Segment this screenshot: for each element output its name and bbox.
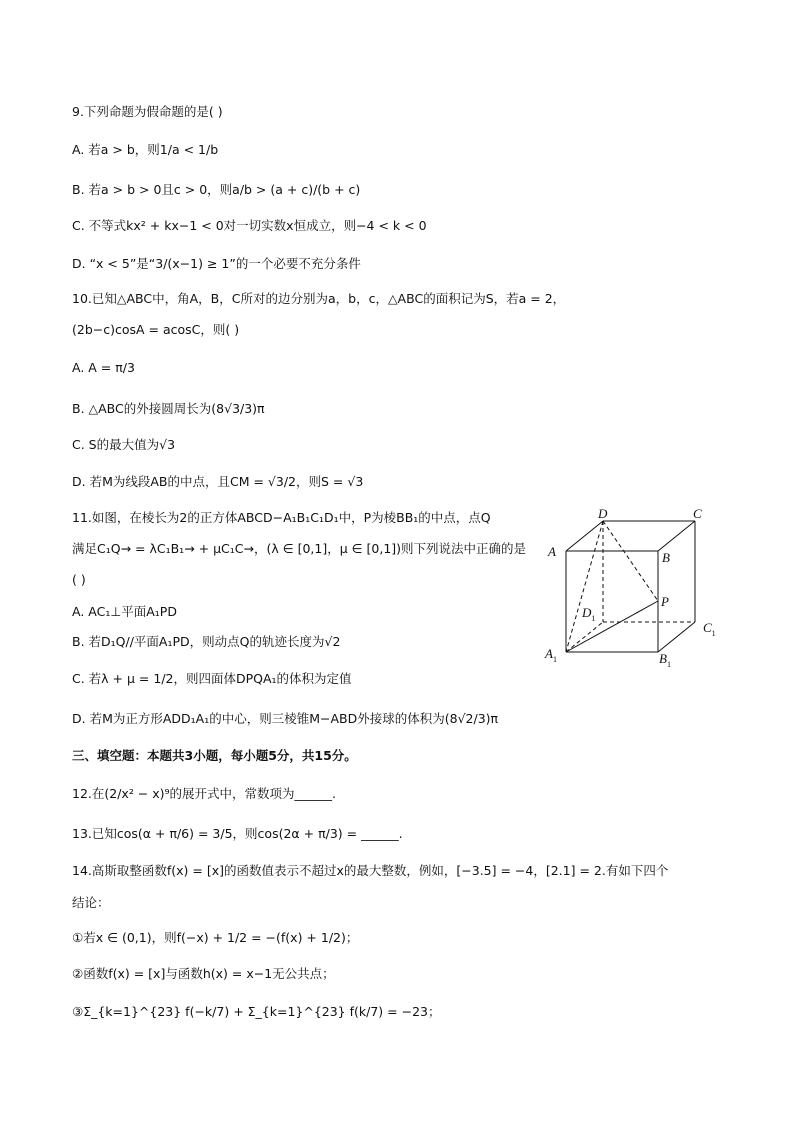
line-q11-cont: 满足C₁Q→ = λC₁B₁→ + μC₁C→，(λ ∈ [0,1]，μ ∈ [0,1])则下列说法中正确的是 <box>72 541 527 556</box>
label-d: D <box>598 506 608 521</box>
line-q9: 9.下列命题为假命题的是( ) <box>72 104 223 119</box>
line-q10-b: B. △ABC的外接圆周长为(8√3/3)π <box>72 401 265 416</box>
line-q14-3: ③Σ_{k=1}^{23} f(−k/7) + Σ_{k=1}^{23} f(k/7) = −23； <box>72 1004 441 1019</box>
line-q9-c: C. 不等式kx² + kx−1 < 0对一切实数x恒成立，则−4 < k < 0 <box>72 218 427 233</box>
line-q13: 13.已知cos(α + π/6) = 3/5，则cos(2α + π/3) = ______. <box>72 826 403 841</box>
line-q10-c: C. S的最大值为√3 <box>72 437 176 452</box>
line-q11-a: A. AC₁⊥平面A₁PD <box>72 604 177 619</box>
line-q11: 11.如图，在棱长为2的正方体ABCD−A₁B₁C₁D₁中，P为棱BB₁的中点，点Q <box>72 510 491 525</box>
line-q11-paren: ( ) <box>72 572 86 587</box>
label-c: C <box>693 506 702 521</box>
line-q11-c: C. 若λ + μ = 1/2，则四面体DPQA₁的体积为定值 <box>72 671 352 686</box>
label-b: B <box>662 550 670 565</box>
segment-d-p <box>603 521 658 601</box>
line-q10-cont: (2b−c)cosA = acosC，则( ) <box>72 322 240 337</box>
label-p: P <box>661 594 669 609</box>
edge-c-b <box>658 521 695 551</box>
segment-d-a1 <box>566 521 603 652</box>
line-q9-b: B. 若a > b > 0且c > 0，则a/b > (a + c)/(b + c) <box>72 182 361 197</box>
section-heading: 三、填空题：本题共3小题，每小题5分，共15分。 <box>72 748 357 763</box>
line-q14-2: ②函数f(x) = [x]与函数h(x) = x−1无公共点； <box>72 966 335 981</box>
label-d1: $D_1$ <box>582 605 596 623</box>
line-q14: 14.高斯取整函数f(x) = [x]的函数值表示不超过x的最大整数，例如，[−3.5] = −4，[2.1] = 2.有如下四个 <box>72 863 669 878</box>
line-q10: 10.已知△ABC中，角A，B，C所对的边分别为a，b，c，△ABC的面积记为S，若a = 2， <box>72 291 566 306</box>
label-a1: $A_1$ <box>545 646 557 664</box>
line-q14-cont: 结论： <box>72 895 110 910</box>
line-q10-d: D. 若M为线段AB的中点，且CM = √3/2，则S = √3 <box>72 474 364 489</box>
line-q9-a: A. 若a > b，则1/a < 1/b <box>72 142 219 157</box>
edge-a-d <box>566 521 603 551</box>
edge-b1-c1 <box>658 622 695 652</box>
cube-figure <box>532 505 732 675</box>
label-c1: $C_1$ <box>703 620 716 638</box>
line-q14-1: ①若x ∈ (0,1)，则f(−x) + 1/2 = −(f(x) + 1/2)； <box>72 930 359 945</box>
line-q11-d: D. 若M为正方形ADD₁A₁的中心，则三棱锥M−ABD外接球的体积为(8√2/3)π <box>72 711 499 726</box>
label-a: A <box>548 544 556 559</box>
edge-a1-d1 <box>566 622 603 652</box>
line-q10-a: A. A = π/3 <box>72 360 135 375</box>
line-q11-b: B. 若D₁Q//平面A₁PD，则动点Q的轨迹长度为√2 <box>72 634 341 649</box>
line-q9-d: D. “x < 5”是“3/(x−1) ≥ 1”的一个必要不充分条件 <box>72 256 361 271</box>
segment-a1-p <box>566 601 658 652</box>
label-b1: $B_1$ <box>659 651 671 669</box>
line-q12: 12.在(2/x² − x)⁹的展开式中，常数项为______. <box>72 786 337 801</box>
